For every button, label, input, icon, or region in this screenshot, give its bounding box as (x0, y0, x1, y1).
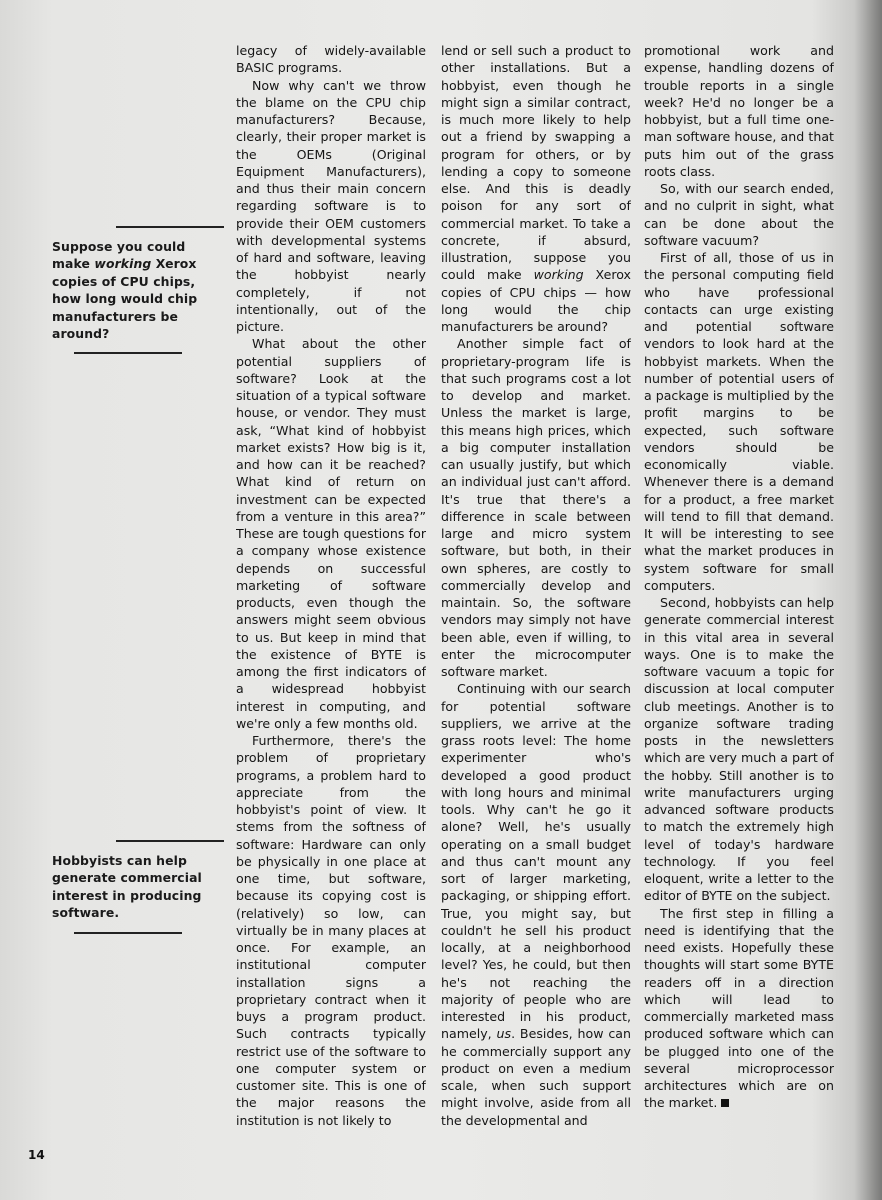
article-column-1 (236, 42, 426, 1129)
paragraph (644, 249, 834, 594)
pullquote-chip-copies (52, 226, 202, 354)
text-run: Another simple fact of proprietary-program life is that such programs cost a lot to develop and market. Unless the market is large, this means high prices, which a big computer installation can usually justify, but which an individual just can't afford. It's true that there's a difference in scale between large and micro system software, but both, in their own spheres, are costly to commercially develop and maintain. So, the software vendors may simply not have been able, even if willing, to enter the microcomputer software market. (441, 336, 631, 679)
text-run: The first step in filling a need is identifying that the need exists. Hopefully these thoughts will start some BYTE readers off in a direction which will lead to commercially marketed mass produced software which can be plugged into one of the several microprocessor architectures which are on the market. (644, 905, 834, 1111)
emphasis-text: us (496, 1026, 512, 1042)
paragraph (236, 335, 426, 732)
pullquote-rule-top (116, 226, 224, 228)
emphasis-text: working (533, 267, 584, 283)
paragraph (644, 180, 834, 249)
paragraph (236, 42, 426, 77)
pullquote-text: Suppose you could make working Xerox copies of CPU chips, how long would chip manufacturers be around? (52, 239, 198, 342)
text-run: legacy of widely-available BASIC programs. (236, 43, 426, 76)
pullquote-rule-top (116, 840, 224, 842)
text-run: . Besides, how can he commercially support any product on even a medium scale, when such support might involve, aside from all the developmental and (441, 1026, 631, 1128)
pullquote-text: Hobbyists can help generate commercial interest in producing software. (52, 853, 202, 921)
binding-shadow (854, 0, 882, 1200)
text-run: Xerox copies of CPU chips — how long would the chip manufacturers be around? (441, 267, 631, 334)
text-run: Now why can't we throw the blame on the CPU chip manufacturers? Because, clearly, their proper market is the OEMs (Original Equipment Manufacturers), and thus their main concern regarding software is to provide their OEM customers with developmental systems of hard and software, leaving the hobbyist nearly completely, if not intentionally, out of the picture. (236, 77, 426, 334)
text-run: So, with our search ended, and no culprit in sight, what can be done about the software vacuum? (644, 181, 834, 248)
paragraph (644, 905, 834, 1112)
text-run: Continuing with our search for potential software suppliers, we arrive at the grass roots level: The home experimenter who's developed a good product with long hours and minimal tools. Why can't he go it alone? Well, he's usually operating on a small budget and thus can't mount any sort of larger marketing, packaging, or shipping effort. True, you might say, but couldn't he sell his product locally, at a neighborhood level? Yes, he could, but then he's not reaching the majority of people who are interested in his product, namely, (441, 681, 631, 1042)
article-column-3 (644, 42, 834, 1112)
text-run: promotional work and expense, handling dozens of trouble reports in a single week? He'd no longer be a hobbyist, but a full time one-man software house, and that puts him out of the grass roots class. (644, 43, 834, 179)
pullquote-hobbyists-help (52, 840, 202, 934)
paragraph (236, 77, 426, 336)
text-run: Second, hobbyists can help generate commercial interest in this vital area in several ways. One is to make the software vacuum a topic for discussion at local computer club meetings. Another is to organize software trading posts in the newsletters which are very much a part of the hobby. Still another is to write manufacturers urging advanced software products to match the extremely high level of today's hardware technology. If you feel eloquent, write a letter to the editor of BYTE on the subject. (644, 595, 834, 904)
paragraph (236, 732, 426, 1129)
text-run: What about the other potential suppliers of software? Look at the situation of a typical software house, or vendor. They must ask, “What kind of hobbyist market exists? How big is it, and how can it be reached? What kind of return on investment can be expected from a venture in this area?” These are tough questions for a company whose existence depends on successful marketing of software products, even though the answers might seem obvious to us. But keep in mind that the existence of BYTE is among the first indicators of a widespread hobbyist interest in computing, and we're only a few months old. (236, 336, 426, 731)
paragraph (441, 335, 631, 680)
pullquote-rule-bottom (74, 932, 182, 934)
paragraph (644, 42, 834, 180)
page-number: 14 (28, 1148, 45, 1162)
pullquote-rule-bottom (74, 352, 182, 354)
text-run: Furthermore, there's the problem of proprietary programs, a problem hard to appreciate from the hobbyist's point of view. It stems from the softness of software: Hardware can only be physically in one place at one time, but software, because its copying cost is (relatively) so low, can virtually be in many places at once. For example, an institutional computer installation signs a proprietary contract when it buys a program product. Such contracts typically restrict use of the software to one computer system or customer site. This is one of the major reasons the institution is not likely to (236, 733, 426, 1128)
article-column-2 (441, 42, 631, 1129)
text-run: lend or sell such a product to other installations. But a hobbyist, even though he might sign a similar contract, is much more likely to help out a friend by swapping a program for others, or by lending a copy to someone else. And this is deadly poison for any sort of commercial market. To take a concrete, if absurd, illustration, suppose you could make (441, 43, 631, 283)
end-of-article-mark (721, 1099, 729, 1107)
text-run: First of all, those of us in the personal computing field who have professional contacts can urge existing and potential software vendors to look hard at the hobbyist markets. When the number of potential users of a package is multiplied by the profit margins to be expected, such software vendors should be economically viable. Whenever there is a demand for a product, a free market will tend to fill that demand. It will be interesting to see what the market produces in system software for small computers. (644, 250, 834, 593)
paragraph (441, 680, 631, 1129)
paragraph (644, 594, 834, 905)
paragraph (441, 42, 631, 335)
